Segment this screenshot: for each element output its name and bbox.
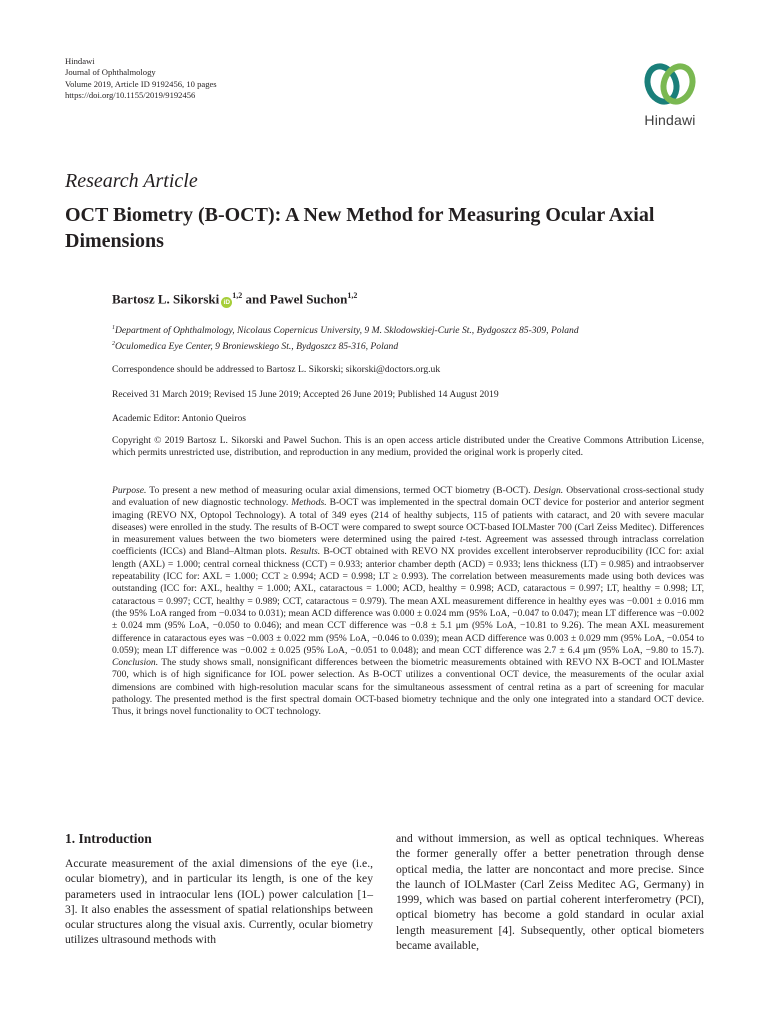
- journal-volume: Volume 2019, Article ID 9192456, 10 pages: [65, 78, 217, 89]
- author-affil-sup: 1,2: [232, 291, 243, 300]
- section-heading: 1. Introduction: [65, 831, 152, 846]
- author-name[interactable]: Pawel Suchon: [269, 291, 348, 307]
- affiliation-item: $^2$Oculomedica Eye Center, 9 Broniewskiego St., Bydgoszcz 85-316, Poland: [112, 340, 399, 353]
- publisher-name: Hindawi: [65, 56, 95, 66]
- logo-text: Hindawi: [644, 112, 696, 128]
- abstract-label: Design.: [533, 485, 564, 496]
- dates-line: Received 31 March 2019; Revised 15 June 2019; Accepted 26 June 2019; Published 14 August 2019: [112, 389, 499, 400]
- correspondence-line: Correspondence should be addressed to Bartosz L. Sikorski; sikorski@doctors.org.uk: [112, 364, 441, 375]
- article-type: Research Article: [65, 170, 198, 192]
- abstract: [112, 485, 704, 719]
- affiliation-item: $^1$Department of Ophthalmology, Nicolaus Copernicus University, 9 M. Sklodowskiej-Curie St., Bydgoszcz 85-309, Poland: [112, 325, 579, 337]
- doi-link[interactable]: https://doi.org/10.1155/2019/9192456: [65, 90, 196, 101]
- abstract-label: Conclusion.: [112, 657, 159, 669]
- abstract-label: Results.: [290, 546, 321, 558]
- abstract-text: The study shows small, nonsignificant differences between the biometric measurements obtained with REVO NX B-OCT and IOLMaster 700, which is of high significance for IOL power selection. As B-OCT utilizes a conventional OCT device, the measurements of the ocular axial dimensions are combined with high-resolution macular scans for the simultaneous assessment of central retina as a part of screening for macular pathology. The presented method is the first spectral domain OCT-based biometry technique and the only one integrated into a standard OCT device. Thus, it brings novel functionality to OCT technology.: [112, 657, 704, 718]
- author-affil-sup: 1,2: [347, 291, 358, 300]
- author-conjunction: and: [242, 291, 270, 307]
- affiliations: [112, 322, 712, 354]
- abstract-text: Observational cross-sectional study and evaluation of new diagnostic technology.: [112, 485, 704, 509]
- abstract-text: B-OCT obtained with REVO NX provides excellent interobserver reproducibility (ICC for: axial length (AXL) = 1.000; central corneal thickness (CCT) = 0.933; anterior chamber depth (ACD) = 0.933; lens thickness (LT) = 0.985) and intraobserver repeatability (ICC for: AXL = 1.000; CCT ≥ 0.994; ACD = 0.998; LT ≥ 0.993). The correlation between measurements made using both devices was outstanding (ICC for: AXL, healthy = 1.000; AXL, cataractous = 1.000; ACD, healthy = 0.998; ACD, cataractous = 0.997; LT, healthy = 0.998; LT, cataractous = 0.997; CCT, healthy = 0.989; CCT, cataractous = 0.979). The mean AXL measurement difference in healthy eyes was −0.001 ± 0.016 mm (the 95% LoA ranged from −0.034 to 0.031); mean ACD difference was 0.000 ± 0.024 mm (95% LoA, −0.047 to 0.047); mean LT difference was −0.002 ± 0.024 mm (95% LoA, −0.050 to 0.046); and mean CCT difference was −0.8 ± 5.1 μm (95% LoA, −10.81 to 9.26). The mean AXL measurement difference in cataractous eyes was −0.003 ± 0.022 mm (95% LoA, −0.046 to 0.039); mean ACD difference was 0.003 ± 0.029 mm (95% LoA, −0.054 to 0.059); mean LT difference was −0.002 ± 0.025 (95% LoA, −0.051 to 0.048); and mean CCT difference was 2.7 ± 6.4 μm (95% LoA, −9.80 to 15.7).: [112, 546, 704, 656]
- body-column-right: and without immersion, as well as optical techniques. Whereas the former generally offer a better penetration through dense optical media, the latter are noncontact and more precise. Since the launch of IOLMaster (Carl Zeiss Meditec AG, Germany) in 1999, which was based on partial coherent interferometry (PCI), optical biometry has become a gold standard in ocular axial length measurement [4]. Subsequently, other optical biometers became available,: [396, 832, 704, 953]
- abstract-text: -test. Agreement was assessed through intraclass correlation coefficients (ICCs) and Bland–Altman plots.: [112, 534, 705, 558]
- hindawi-logo-icon: [643, 60, 697, 108]
- abstract-text: B-OCT was implemented in the spectral domain OCT device for posterior and anterior segment imaging (REVO NX, Optopol Technology). A total of 349 eyes (214 of healthy subjects, 115 of patients with cataract, and 20 with severe macular diseases) were enrolled in the study. The results of B-OCT were compared to swept source OCT-based IOLMaster 700 (Carl Zeiss Meditec). Differences in measurement values between the two biometers were determined using the paired: [112, 497, 704, 546]
- body-column-left: Accurate measurement of the axial dimensions of the eye (i.e., ocular biometry), and in particular its length, is one of the key parameters used in intraocular lens (IOL) power calculation [1–3]. It also enables the assessment of spatial relationships between ocular structures along the visual axis. Currently, ocular biometry utilizes ultrasound methods with: [65, 857, 373, 947]
- abstract-label: Purpose.: [112, 485, 147, 496]
- article-title: OCT Biometry (B-OCT): A New Method for Measuring Ocular Axial Dimensions: [65, 204, 655, 252]
- academic-editor: Academic Editor: Antonio Queiros: [112, 413, 247, 424]
- hindawi-logo: [634, 60, 706, 136]
- journal-name: Journal of Ophthalmology: [65, 67, 156, 78]
- orcid-icon[interactable]: iD: [221, 297, 232, 308]
- copyright-notice: Copyright © 2019 Bartosz L. Sikorski and Pawel Suchon. This is an open access article distributed under the Creative Commons Attribution License, which permits unrestricted use, distribution, and reproduction in any medium, provided the original work is properly cited.: [112, 435, 704, 459]
- journal-meta: [65, 56, 217, 102]
- author-list: [112, 291, 357, 308]
- abstract-text: To present a new method of measuring ocular axial dimensions, termed OCT biometry (B-OCT).: [146, 485, 534, 496]
- abstract-text: t: [459, 534, 463, 546]
- abstract-label: Methods.: [291, 497, 327, 509]
- author-name[interactable]: Bartosz L. Sikorski: [112, 291, 220, 307]
